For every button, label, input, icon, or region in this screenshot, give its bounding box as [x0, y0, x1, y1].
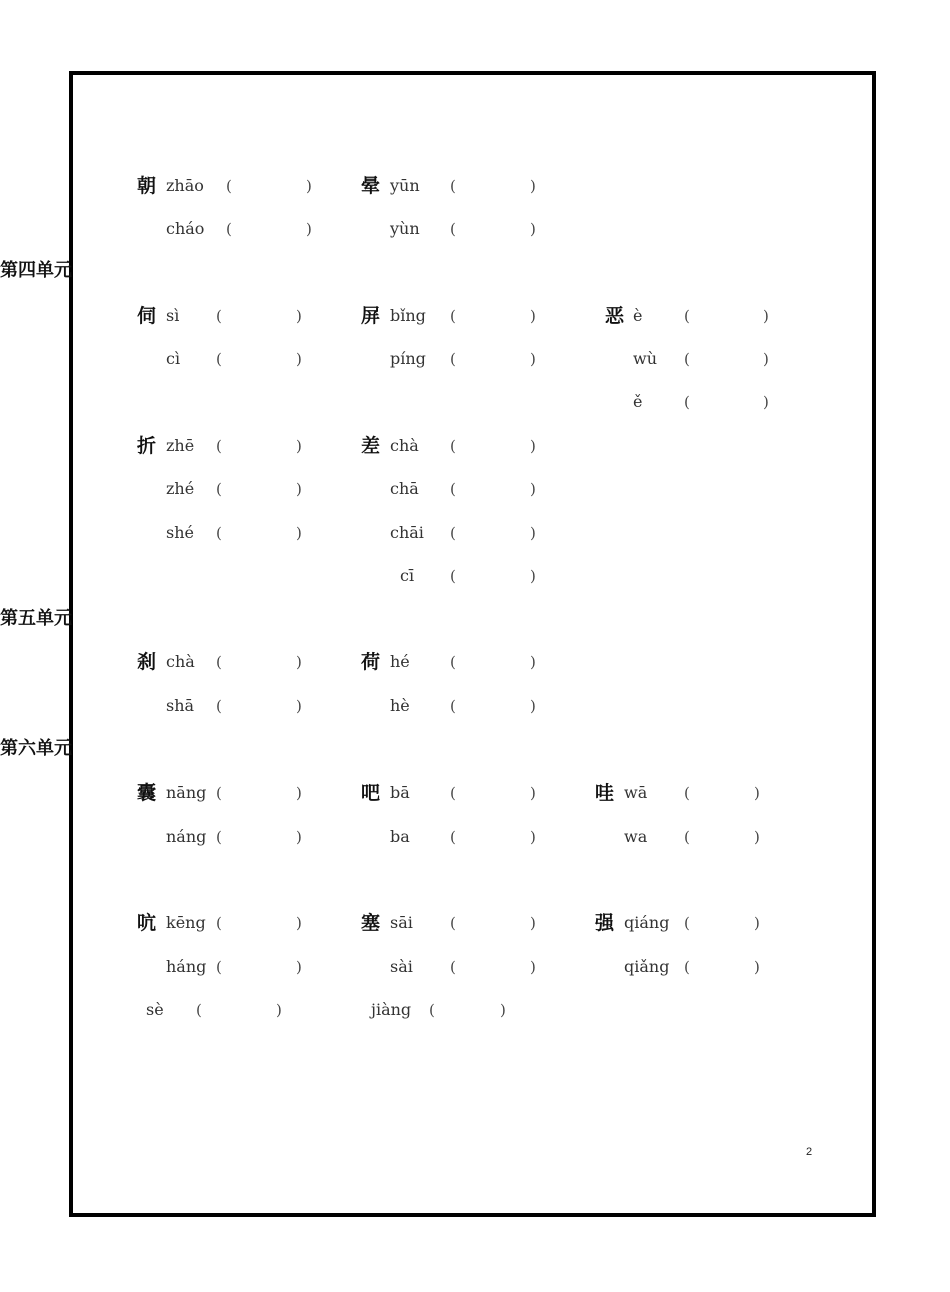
answer-paren-close: )	[754, 784, 760, 802]
answer-paren-open: (	[450, 177, 456, 195]
answer-paren-open: (	[216, 828, 222, 846]
answer-paren-close: )	[296, 958, 302, 976]
answer-paren-close: )	[754, 958, 760, 976]
polyphonic-character: 折	[137, 435, 157, 457]
polyphonic-character: 吭	[137, 912, 157, 934]
answer-paren-close: )	[530, 914, 536, 932]
answer-paren-open: (	[216, 307, 222, 325]
pinyin-reading: yūn	[390, 176, 420, 195]
answer-paren-close: )	[296, 524, 302, 542]
answer-paren-open: (	[216, 480, 222, 498]
pinyin-reading: jiàng	[371, 1000, 412, 1019]
answer-paren-open: (	[684, 784, 690, 802]
pinyin-reading: cī	[400, 566, 415, 585]
pinyin-reading: bā	[390, 783, 410, 802]
answer-paren-open: (	[450, 437, 456, 455]
pinyin-reading: zhē	[166, 436, 195, 455]
answer-paren-close: )	[763, 350, 769, 368]
polyphonic-character: 晕	[361, 175, 381, 197]
polyphonic-character: 囊	[137, 782, 157, 804]
pinyin-reading: shā	[166, 696, 195, 715]
pinyin-reading: cháo	[166, 219, 205, 238]
answer-paren-close: )	[530, 437, 536, 455]
answer-paren-open: (	[450, 350, 456, 368]
page-number: 2	[806, 1146, 813, 1158]
answer-paren-open: (	[216, 914, 222, 932]
pinyin-reading: zhāo	[166, 176, 204, 195]
answer-paren-close: )	[530, 350, 536, 368]
answer-paren-open: (	[216, 437, 222, 455]
answer-paren-close: )	[296, 697, 302, 715]
answer-paren-close: )	[296, 784, 302, 802]
answer-paren-close: )	[530, 958, 536, 976]
pinyin-reading: qiáng	[624, 913, 670, 932]
polyphonic-character: 恶	[605, 305, 625, 327]
answer-paren-open: (	[450, 220, 456, 238]
pinyin-reading: qiǎng	[624, 957, 670, 976]
pinyin-reading: chā	[390, 479, 419, 498]
answer-paren-close: )	[530, 524, 536, 542]
pinyin-reading: zhé	[166, 479, 195, 498]
pinyin-reading: sài	[390, 957, 413, 976]
pinyin-reading: píng	[390, 349, 426, 368]
pinyin-reading: bǐng	[390, 306, 426, 325]
polyphonic-character: 屏	[361, 305, 381, 327]
answer-paren-open: (	[216, 653, 222, 671]
page-frame	[69, 71, 876, 1217]
answer-paren-open: (	[684, 393, 690, 411]
polyphonic-character: 强	[595, 912, 615, 934]
answer-paren-close: )	[763, 393, 769, 411]
answer-paren-close: )	[296, 307, 302, 325]
answer-paren-open: (	[450, 914, 456, 932]
answer-paren-open: (	[684, 914, 690, 932]
pinyin-reading: yùn	[390, 219, 420, 238]
answer-paren-close: )	[530, 697, 536, 715]
answer-paren-close: )	[500, 1001, 506, 1019]
polyphonic-character: 刹	[137, 651, 157, 673]
answer-paren-open: (	[216, 958, 222, 976]
pinyin-reading: chāi	[390, 523, 424, 542]
answer-paren-close: )	[530, 567, 536, 585]
pinyin-reading: hé	[390, 652, 410, 671]
answer-paren-close: )	[530, 653, 536, 671]
answer-paren-open: (	[196, 1001, 202, 1019]
answer-paren-open: (	[216, 524, 222, 542]
answer-paren-open: (	[226, 177, 232, 195]
answer-paren-close: )	[296, 437, 302, 455]
polyphonic-character: 伺	[137, 305, 157, 327]
answer-paren-close: )	[530, 220, 536, 238]
answer-paren-open: (	[450, 958, 456, 976]
answer-paren-open: (	[226, 220, 232, 238]
section-heading: 第四单元	[0, 260, 72, 281]
polyphonic-character: 哇	[595, 782, 615, 804]
answer-paren-close: )	[754, 914, 760, 932]
pinyin-reading: cì	[166, 349, 181, 368]
pinyin-reading: kēng	[166, 913, 206, 932]
answer-paren-open: (	[450, 307, 456, 325]
answer-paren-open: (	[216, 784, 222, 802]
answer-paren-open: (	[684, 350, 690, 368]
pinyin-reading: wa	[624, 827, 648, 846]
pinyin-reading: háng	[166, 957, 207, 976]
answer-paren-close: )	[296, 350, 302, 368]
pinyin-reading: wā	[624, 783, 648, 802]
polyphonic-character: 塞	[361, 912, 381, 934]
pinyin-reading: ě	[633, 392, 643, 411]
polyphonic-character: 荷	[361, 651, 381, 673]
answer-paren-close: )	[530, 784, 536, 802]
answer-paren-open: (	[684, 958, 690, 976]
pinyin-reading: náng	[166, 827, 207, 846]
answer-paren-open: (	[450, 697, 456, 715]
answer-paren-close: )	[306, 220, 312, 238]
answer-paren-close: )	[306, 177, 312, 195]
answer-paren-open: (	[450, 524, 456, 542]
answer-paren-open: (	[450, 784, 456, 802]
answer-paren-open: (	[216, 350, 222, 368]
answer-paren-close: )	[763, 307, 769, 325]
answer-paren-open: (	[450, 567, 456, 585]
answer-paren-close: )	[296, 653, 302, 671]
pinyin-reading: è	[633, 306, 643, 325]
answer-paren-open: (	[450, 653, 456, 671]
answer-paren-open: (	[684, 307, 690, 325]
answer-paren-close: )	[530, 828, 536, 846]
pinyin-reading: wù	[633, 349, 657, 368]
answer-paren-close: )	[530, 177, 536, 195]
pinyin-reading: chà	[166, 652, 195, 671]
answer-paren-open: (	[216, 697, 222, 715]
pinyin-reading: chà	[390, 436, 419, 455]
answer-paren-open: (	[684, 828, 690, 846]
answer-paren-close: )	[276, 1001, 282, 1019]
answer-paren-close: )	[530, 307, 536, 325]
answer-paren-open: (	[429, 1001, 435, 1019]
answer-paren-close: )	[296, 828, 302, 846]
pinyin-reading: hè	[390, 696, 410, 715]
polyphonic-character: 差	[361, 435, 381, 457]
section-heading: 第五单元	[0, 608, 72, 629]
answer-paren-close: )	[530, 480, 536, 498]
polyphonic-character: 朝	[137, 175, 157, 197]
pinyin-reading: sè	[146, 1000, 164, 1019]
answer-paren-close: )	[754, 828, 760, 846]
answer-paren-close: )	[296, 914, 302, 932]
section-heading: 第六单元	[0, 738, 72, 759]
answer-paren-open: (	[450, 828, 456, 846]
pinyin-reading: ba	[390, 827, 410, 846]
pinyin-reading: nāng	[166, 783, 207, 802]
answer-paren-close: )	[296, 480, 302, 498]
answer-paren-open: (	[450, 480, 456, 498]
pinyin-reading: shé	[166, 523, 194, 542]
pinyin-reading: sāi	[390, 913, 413, 932]
polyphonic-character: 吧	[361, 782, 381, 804]
pinyin-reading: sì	[166, 306, 180, 325]
